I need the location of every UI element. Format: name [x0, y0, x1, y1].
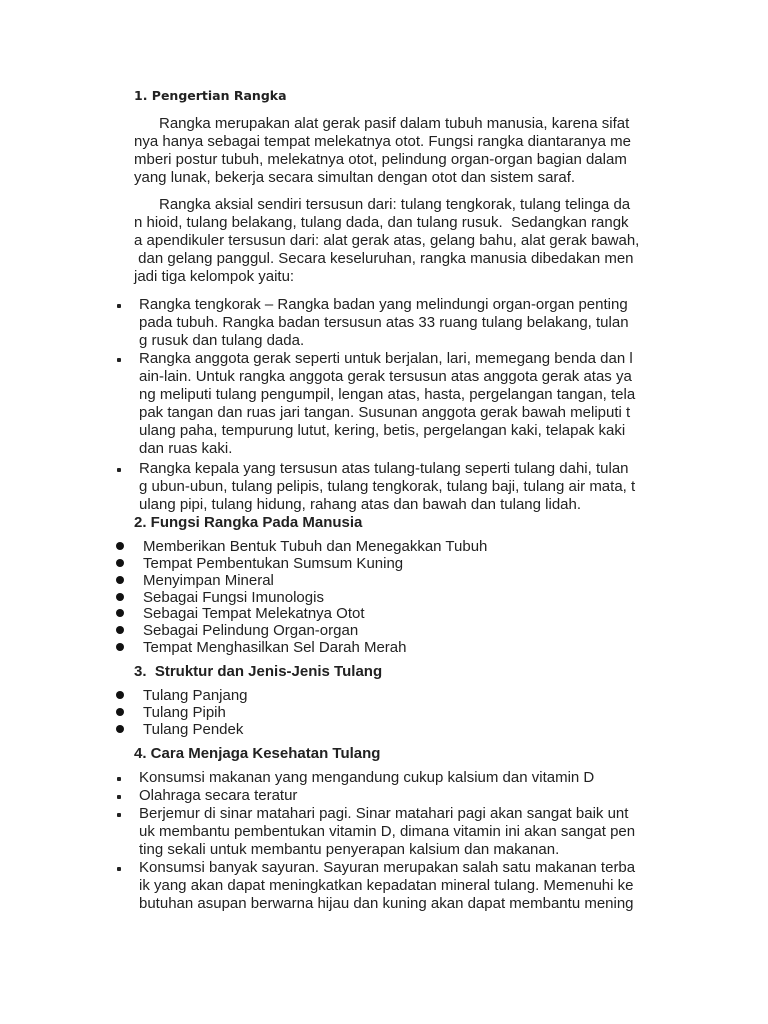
list-item-line: Rangka kepala yang tersusun atas tulang-tulang seperti tulang dahi, tulan	[139, 460, 629, 477]
list-item-line: Berjemur di sinar matahari pagi. Sinar matahari pagi akan sangat baik unt	[139, 805, 629, 822]
bullet-icon	[116, 542, 124, 550]
list-item-line: uk membantu pembentukan vitamin D, dimana vitamin ini akan sangat pen	[139, 823, 636, 840]
text-line: yang lunak, bekerja secara simultan dengan otot dan sistem saraf.	[134, 169, 576, 186]
section-2-heading: 2. Fungsi Rangka Pada Manusia	[134, 514, 363, 531]
list-item: Sebagai Fungsi Imunologis	[143, 589, 324, 606]
list-item-line: ng meliputi tulang pengumpil, lengan atas, hasta, pergelangan tangan, tela	[139, 386, 636, 403]
list-item-line: ting sekali untuk membantu penyerapan kalsium dan makanan.	[139, 841, 560, 858]
list-item: Tempat Pembentukan Sumsum Kuning	[143, 555, 404, 572]
list-item: Tempat Menghasilkan Sel Darah Merah	[143, 639, 407, 656]
list-item-line: ain-lain. Untuk rangka anggota gerak tersusun atas anggota gerak atas ya	[139, 368, 632, 385]
text-line: dan gelang panggul. Secara keseluruhan, rangka manusia dibedakan men	[134, 250, 634, 267]
bullet-icon	[116, 725, 124, 733]
list-item: Sebagai Pelindung Organ-organ	[143, 622, 359, 639]
list-item-line: ulang paha, tempurung lutut, kering, betis, pergelangan kaki, telapak kaki	[139, 422, 626, 439]
bullet-icon	[116, 708, 124, 716]
list-item-line: ulang pipi, tulang hidung, rahang atas dan bawah dan tulang lidah.	[139, 496, 582, 513]
bullet-icon	[116, 593, 124, 601]
bullet-icon	[116, 559, 124, 567]
bullet-icon	[117, 813, 121, 817]
text-line: nya hanya sebagai tempat melekatnya otot. Fungsi rangka diantaranya me	[134, 133, 631, 150]
list-item: Sebagai Tempat Melekatnya Otot	[143, 605, 365, 622]
list-item: Menyimpan Mineral	[143, 572, 274, 589]
bullet-icon	[117, 777, 121, 781]
bullet-icon	[116, 609, 124, 617]
text-line: a apendikuler tersusun dari: alat gerak atas, gelang bahu, alat gerak bawah,	[134, 232, 640, 249]
list-item-line: ik yang akan dapat meningkatkan kepadatan mineral tulang. Memenuhi ke	[139, 877, 634, 894]
list-item-line: butuhan asupan berwarna hijau dan kuning akan dapat membantu mening	[139, 895, 634, 912]
list-item-line: pak tangan dan ruas jari tangan. Susunan anggota gerak bawah meliputi t	[139, 404, 631, 421]
section-3-heading: 3. Struktur dan Jenis-Jenis Tulang	[134, 663, 383, 680]
bullet-icon	[117, 795, 121, 799]
list-item-line: Olahraga secara teratur	[139, 787, 298, 804]
bullet-icon	[117, 867, 121, 871]
bullet-icon	[116, 626, 124, 634]
list-item: Tulang Panjang	[143, 687, 248, 704]
bullet-icon	[117, 468, 121, 472]
section-1-heading: 1. Pengertian Rangka	[134, 88, 287, 103]
section-4-heading: 4. Cara Menjaga Kesehatan Tulang	[134, 745, 381, 762]
list-item: Tulang Pendek	[143, 721, 244, 738]
text-line: n hioid, tulang belakang, tulang dada, dan tulang rusuk. Sedangkan rangk	[134, 214, 629, 231]
list-item-line: pada tubuh. Rangka badan tersusun atas 33 ruang tulang belakang, tulan	[139, 314, 629, 331]
list-item: Memberikan Bentuk Tubuh dan Menegakkan Tubuh	[143, 538, 488, 555]
text-line: mberi postur tubuh, melekatnya otot, pelindung organ-organ bagian dalam	[134, 151, 627, 168]
list-item: Tulang Pipih	[143, 704, 226, 721]
text-line: jadi tiga kelompok yaitu:	[134, 268, 295, 285]
bullet-icon	[116, 643, 124, 651]
list-item-line: Konsumsi banyak sayuran. Sayuran merupakan salah satu makanan terba	[139, 859, 636, 876]
bullet-icon	[117, 304, 121, 308]
bullet-icon	[117, 358, 121, 362]
list-item-line: Rangka tengkorak – Rangka badan yang melindungi organ-organ penting	[139, 296, 628, 313]
list-item-line: g rusuk dan tulang dada.	[139, 332, 305, 349]
list-item-line: Rangka anggota gerak seperti untuk berjalan, lari, memegang benda dan l	[139, 350, 633, 367]
bullet-icon	[116, 691, 124, 699]
text-line: Rangka merupakan alat gerak pasif dalam tubuh manusia, karena sifat	[134, 115, 630, 132]
list-item-line: Konsumsi makanan yang mengandung cukup kalsium dan vitamin D	[139, 769, 595, 786]
list-item-line: g ubun-ubun, tulang pelipis, tulang tengkorak, tulang baji, tulang air mata, t	[139, 478, 636, 495]
bullet-icon	[116, 576, 124, 584]
list-item-line: dan ruas kaki.	[139, 440, 233, 457]
text-line: Rangka aksial sendiri tersusun dari: tulang tengkorak, tulang telinga da	[134, 196, 631, 213]
